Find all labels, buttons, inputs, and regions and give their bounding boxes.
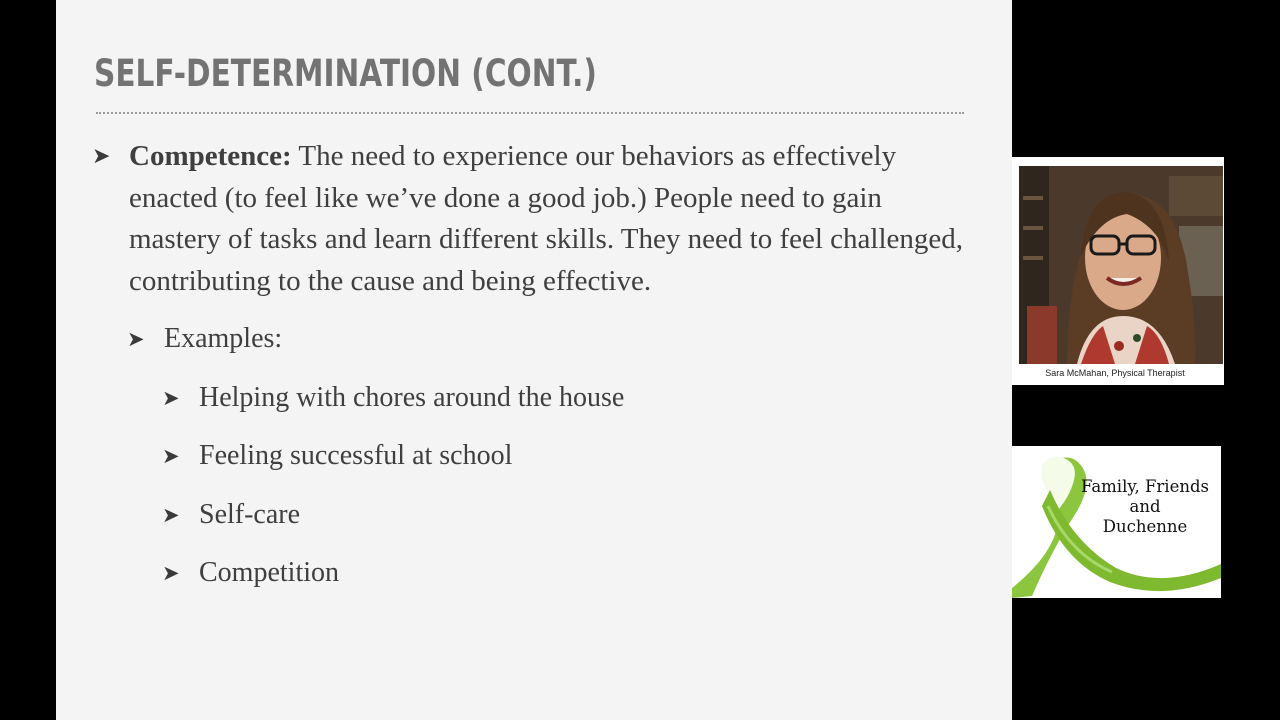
- example-label: Helping with chores around the house: [199, 381, 625, 413]
- arrow-bullet-icon: ➤: [162, 444, 180, 468]
- organization-logo: [1012, 446, 1221, 598]
- participant-video-tile[interactable]: [1012, 157, 1224, 385]
- participant-avatar: [1019, 166, 1223, 364]
- arrow-bullet-icon: ➤: [92, 144, 111, 169]
- arrow-bullet-icon: ➤: [127, 327, 145, 351]
- list-item: [162, 378, 972, 418]
- logo-line: and: [1129, 497, 1161, 516]
- title-divider: [96, 112, 964, 114]
- list-item: [162, 495, 972, 535]
- presentation-slide: [56, 0, 1012, 720]
- list-item: [162, 553, 972, 593]
- bullet-text: The need to experience our behaviors as effectively enacted (to feel like we’ve done a good job.) People need to gain mastery of tasks and learn different skills. They need to feel challenged, contributing to the cause and being effective.: [129, 140, 964, 297]
- example-label: Feeling successful at school: [199, 440, 513, 471]
- sub-bullet-label: Examples:: [164, 323, 283, 354]
- arrow-bullet-icon: ➤: [162, 502, 180, 527]
- logo-text: [1070, 477, 1220, 537]
- participant-video: [1019, 166, 1223, 364]
- list-item: [162, 436, 972, 476]
- participant-name-label: Sara McMahan, Physical Therapist: [1045, 368, 1185, 378]
- arrow-bullet-icon: ➤: [162, 561, 180, 585]
- slide-content: [92, 136, 972, 593]
- slide-title: SELF-DETERMINATION (CONT.): [94, 52, 597, 95]
- example-label: Self-care: [199, 498, 301, 530]
- bullet-competence: [92, 136, 972, 302]
- bullet-term: Competence:: [129, 140, 292, 172]
- examples-list: [92, 378, 972, 594]
- sub-bullet-examples: [127, 319, 972, 359]
- arrow-bullet-icon: ➤: [162, 385, 180, 410]
- logo-line: Duchenne: [1102, 517, 1188, 536]
- example-label: Competition: [199, 557, 339, 588]
- logo-line: Family, Friends: [1080, 477, 1210, 496]
